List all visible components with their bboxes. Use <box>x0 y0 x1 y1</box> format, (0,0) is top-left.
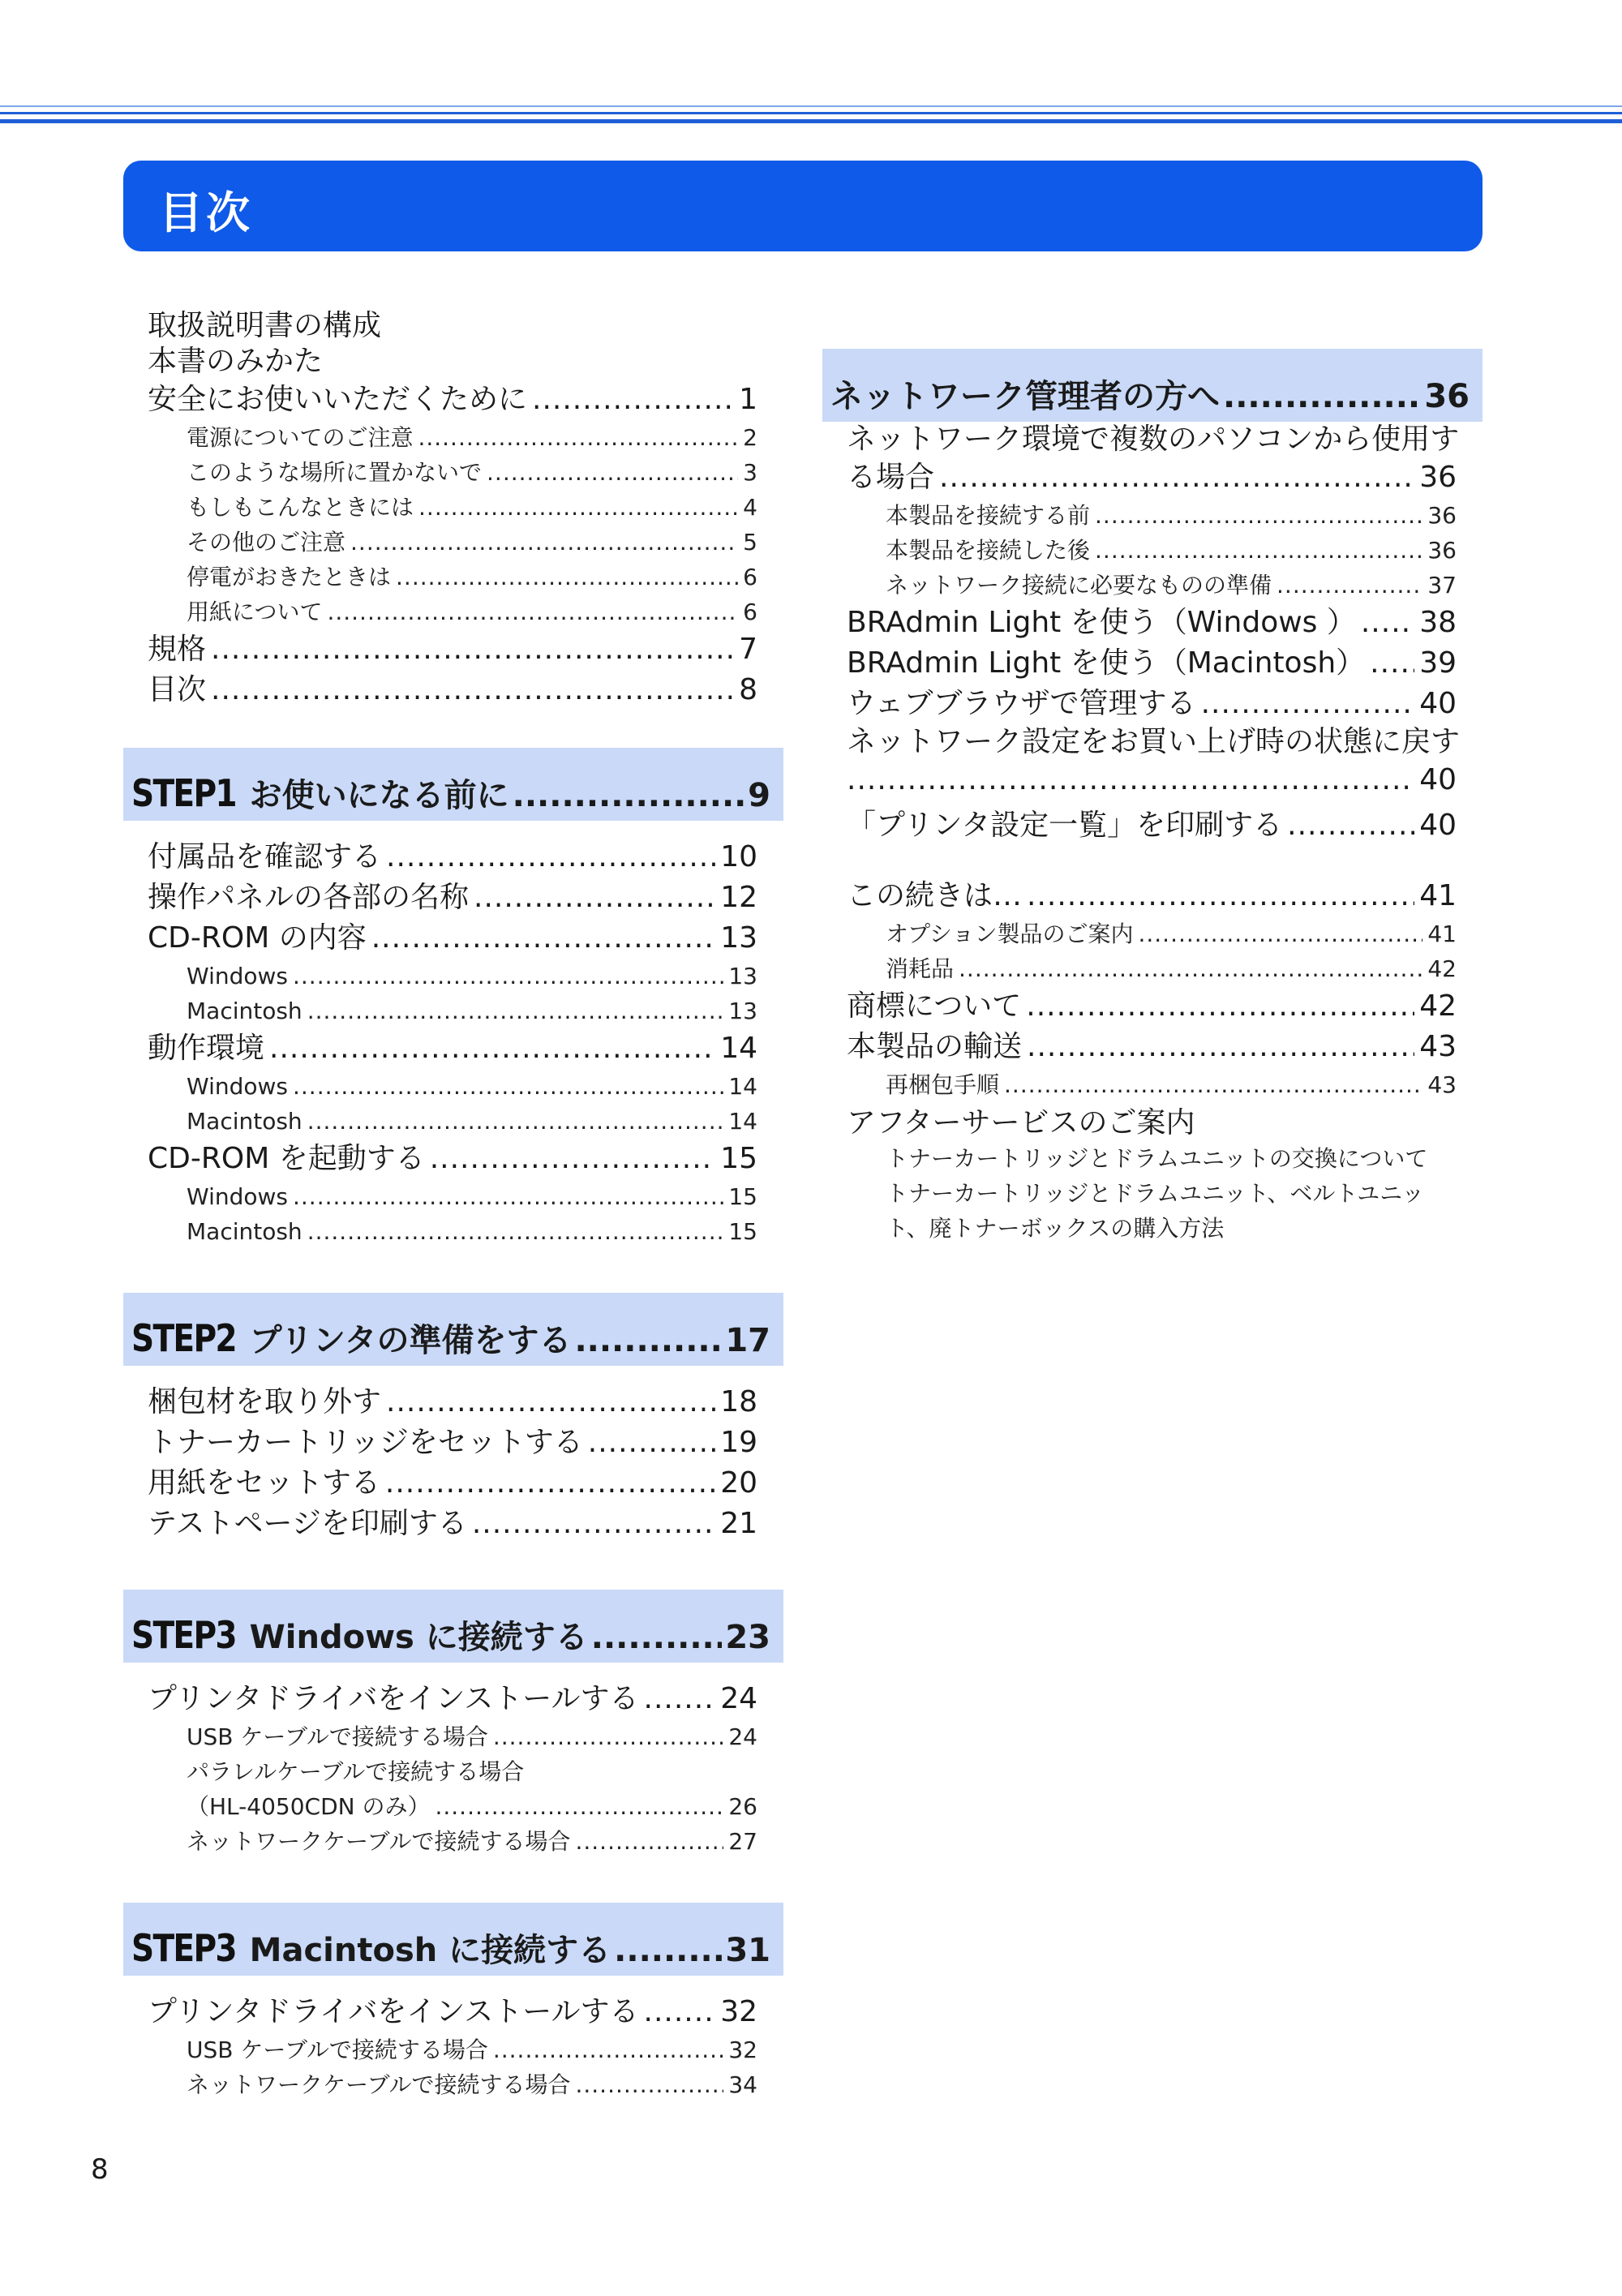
toc-entry[interactable]: テストページを印刷する ..... 21 <box>148 1504 757 1544</box>
title-bar <box>123 161 1483 251</box>
toc-subentry[interactable]: 消耗品 ..... 42 <box>847 951 1457 986</box>
toc-entry[interactable]: 動作環境 ..... 14 <box>148 1028 757 1069</box>
step1-header[interactable]: STEP1 お使いになる前に ..... 9 <box>123 748 783 821</box>
intro-section <box>148 308 757 710</box>
toc-entry[interactable]: プリンタドライバをインストールする ..... 32 <box>148 1992 757 2032</box>
step2-header[interactable]: STEP2 プリンタの準備をする ..... 17 <box>123 1293 783 1366</box>
step3-windows-header[interactable]: STEP3 Windows に接続する ..... 23 <box>123 1590 783 1663</box>
toc-entry[interactable]: 付属品を確認する ..... 10 <box>148 837 757 878</box>
page-number: 8 <box>91 2153 109 2186</box>
toc-entry[interactable]: 目次 ..... 8 <box>148 670 757 710</box>
toc-subentry[interactable]: Macintosh ..... 14 <box>148 1104 757 1139</box>
toc-line: 取扱説明書の構成 <box>148 309 382 342</box>
toc-subentry[interactable]: その他のご注意 ..... 5 <box>148 525 757 560</box>
toc-subentry[interactable]: 電源についてのご注意 ..... 2 <box>148 420 757 455</box>
toc-subentry[interactable]: Macintosh ..... 15 <box>148 1214 757 1249</box>
toc-subentry[interactable]: 本製品を接続した後 ..... 36 <box>847 533 1457 568</box>
network-admin-header[interactable]: ネットワーク管理者の方へ ..... 36 <box>822 349 1483 422</box>
toc-subentry[interactable]: このような場所に置かないで ..... 3 <box>148 455 757 490</box>
toc-entry[interactable]: この続きは… ..... 41 <box>847 876 1457 916</box>
toc-subentry[interactable]: Windows ..... 13 <box>148 959 757 994</box>
toc-subentry[interactable]: （HL-4050CDN のみ） ..... 26 <box>148 1789 757 1824</box>
toc-entry[interactable]: る場合 ..... 36 <box>847 457 1457 498</box>
toc-subentry[interactable]: ネットワークケーブルで接続する場合 ..... 27 <box>148 1824 757 1859</box>
step-label: STEP3 <box>131 1926 236 1970</box>
toc-entry[interactable]: 安全にお使いいただくために ..... 1 <box>148 380 757 420</box>
step3-macintosh-section <box>148 1992 757 2102</box>
toc-entry[interactable]: トナーカートリッジをセットする ..... 19 <box>148 1423 757 1463</box>
toc-entry[interactable]: 用紙をセットする ..... 20 <box>148 1463 757 1504</box>
toc-line: 本書のみかた <box>148 345 324 378</box>
toc-subentry-line: トナーカートリッジとドラムユニット、ベルトユニッ <box>886 1180 1425 1207</box>
step-label: STEP1 <box>131 771 236 815</box>
toc-entry[interactable]: 規格 ..... 7 <box>148 629 757 670</box>
toc-subentry[interactable]: ネットワーク接続に必要なものの準備 ..... 37 <box>847 568 1457 603</box>
step3-windows-section <box>148 1679 757 1859</box>
continuation-section <box>847 876 1457 1246</box>
toc-line: アフターサービスのご案内 <box>847 1106 1195 1139</box>
toc-subentry[interactable]: USB ケーブルで接続する場合 ..... 32 <box>148 2032 757 2067</box>
toc-entry[interactable]: プリンタドライバをインストールする ..... 24 <box>148 1679 757 1719</box>
toc-subentry[interactable]: Windows ..... 14 <box>148 1069 757 1104</box>
page-title: 目次 <box>159 187 253 238</box>
toc-entry[interactable]: BRAdmin Light を使う（Macintosh） ..... 39 <box>847 643 1457 684</box>
toc-entry[interactable]: 「プリンタ設定一覧」を印刷する ..... 40 <box>847 805 1457 846</box>
toc-entry[interactable]: 本製品の輸送 ..... 43 <box>847 1027 1457 1067</box>
toc-subentry[interactable]: 停電がおきたときは ..... 6 <box>148 560 757 594</box>
toc-subentry[interactable]: もしもこんなときには ..... 4 <box>148 490 757 525</box>
toc-subentry-line: ト、廃トナーボックスの購入方法 <box>886 1215 1225 1242</box>
toc-entry[interactable]: 商標について ..... 42 <box>847 986 1457 1027</box>
toc-line: ネットワーク設定をお買い上げ時の状態に戻す <box>847 725 1461 758</box>
toc-line: ネットワーク環境で複数のパソコンから使用す <box>847 423 1460 456</box>
toc-subentry-line: トナーカートリッジとドラムユニットの交換について <box>886 1145 1428 1172</box>
toc-entry[interactable]: BRAdmin Light を使う（Windows ） ..... 38 <box>847 603 1457 643</box>
toc-subentry-line: パラレルケーブルで接続する場合 <box>187 1758 525 1785</box>
toc-subentry[interactable]: 本製品を接続する前 ..... 36 <box>847 498 1457 533</box>
toc-subentry[interactable]: ネットワークケーブルで接続する場合 ..... 34 <box>148 2067 757 2102</box>
toc-entry[interactable]: CD-ROM の内容 ..... 13 <box>148 918 757 959</box>
network-admin-section <box>847 422 1461 846</box>
header-rules <box>0 105 1622 128</box>
step-label: STEP3 <box>131 1613 236 1657</box>
step2-section <box>148 1382 757 1544</box>
toc-subentry[interactable]: Macintosh ..... 13 <box>148 994 757 1028</box>
toc-entry[interactable]: CD-ROM を起動する ..... 15 <box>148 1139 757 1179</box>
step1-section <box>148 837 757 1249</box>
toc-subentry[interactable]: オプション製品のご案内 ..... 41 <box>847 916 1457 951</box>
step-label: STEP2 <box>131 1316 236 1360</box>
toc-subentry[interactable]: 用紙について ..... 6 <box>148 594 757 629</box>
toc-entry[interactable]: ..... 40 <box>847 760 1457 800</box>
toc-subentry[interactable]: Windows ..... 15 <box>148 1179 757 1214</box>
toc-entry[interactable]: ウェブブラウザで管理する ..... 40 <box>847 684 1457 724</box>
step3-macintosh-header[interactable]: STEP3 Macintosh に接続する ..... 31 <box>123 1903 783 1976</box>
toc-entry[interactable]: 梱包材を取り外す ..... 18 <box>148 1382 757 1423</box>
toc-subentry[interactable]: 再梱包手順 ..... 43 <box>847 1067 1457 1102</box>
toc-entry[interactable]: 操作パネルの各部の名称 ..... 12 <box>148 878 757 918</box>
toc-subentry[interactable]: USB ケーブルで接続する場合 ..... 24 <box>148 1719 757 1754</box>
